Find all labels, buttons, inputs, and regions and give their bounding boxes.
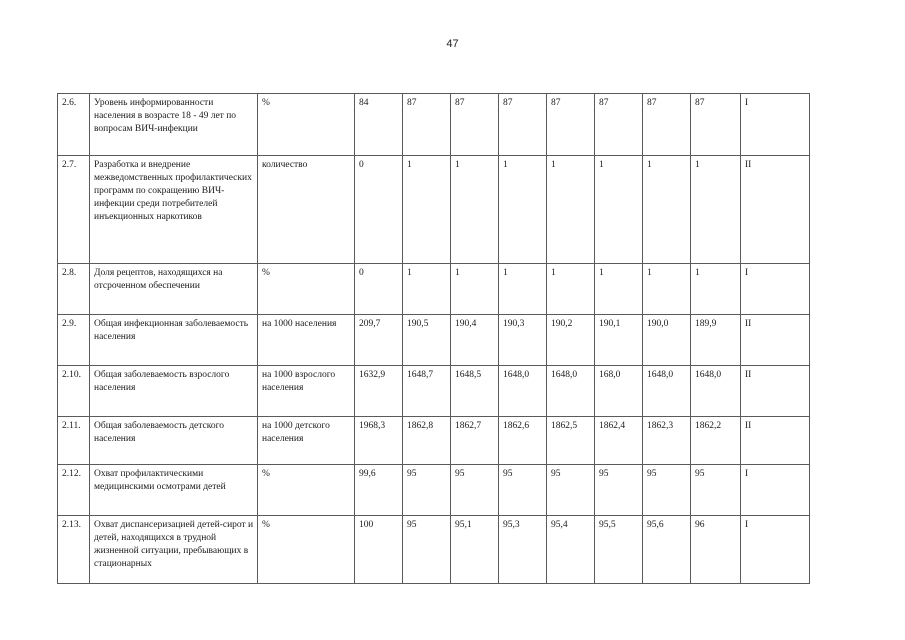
value-cell: 1648,0 — [547, 366, 595, 417]
value-cell: 87 — [547, 94, 595, 156]
value-cell: 1 — [547, 156, 595, 264]
unit-cell: количество — [258, 156, 355, 264]
value-cell: 1862,6 — [499, 417, 547, 465]
unit-cell: % — [258, 94, 355, 156]
value-cell: 190,1 — [595, 315, 643, 366]
value-cell: 168,0 — [595, 366, 643, 417]
value-cell: 96 — [691, 516, 741, 584]
table-row — [58, 366, 810, 417]
unit-cell: на 1000 населения — [258, 315, 355, 366]
table-row — [58, 516, 810, 584]
table-row — [58, 417, 810, 465]
indicators-table — [57, 93, 810, 584]
value-cell: 95,4 — [547, 516, 595, 584]
row-number-cell: 2.7. — [58, 156, 90, 264]
value-cell: 1648,0 — [643, 366, 691, 417]
value-cell: 1862,3 — [643, 417, 691, 465]
indicator-name-cell: Общая заболеваемость детского населения — [90, 417, 258, 465]
value-cell: 1 — [403, 264, 451, 315]
value-cell: 189,9 — [691, 315, 741, 366]
value-cell: 99,6 — [355, 465, 403, 516]
row-number-cell: 2.8. — [58, 264, 90, 315]
value-cell: 95 — [595, 465, 643, 516]
indicator-name-cell: Общая инфекционная заболеваемость населения — [90, 315, 258, 366]
value-cell: 1648,0 — [691, 366, 741, 417]
value-cell: 95 — [643, 465, 691, 516]
unit-cell: на 1000 взрослого населения — [258, 366, 355, 417]
value-cell: 95 — [691, 465, 741, 516]
value-cell: 87 — [595, 94, 643, 156]
unit-cell: % — [258, 465, 355, 516]
indicator-name-cell: Разработка и внедрение межведомственных профилактических программ по сокращению ВИЧ-инфекции среди потребителей инъекционных наркотиков — [90, 156, 258, 264]
value-cell: 209,7 — [355, 315, 403, 366]
level-cell: II — [741, 417, 810, 465]
value-cell: 1 — [691, 156, 741, 264]
level-cell: II — [741, 366, 810, 417]
value-cell: 1 — [595, 156, 643, 264]
table-row — [58, 465, 810, 516]
value-cell: 1 — [499, 264, 547, 315]
value-cell: 1 — [451, 156, 499, 264]
page-number: 47 — [446, 38, 459, 50]
value-cell: 190,2 — [547, 315, 595, 366]
value-cell: 0 — [355, 264, 403, 315]
value-cell: 1648,7 — [403, 366, 451, 417]
value-cell: 95 — [547, 465, 595, 516]
unit-cell: % — [258, 516, 355, 584]
row-number-cell: 2.11. — [58, 417, 90, 465]
value-cell: 95,6 — [643, 516, 691, 584]
value-cell: 95 — [403, 465, 451, 516]
table-row — [58, 156, 810, 264]
value-cell: 1862,8 — [403, 417, 451, 465]
indicator-name-cell: Общая заболеваемость взрослого населения — [90, 366, 258, 417]
value-cell: 1 — [403, 156, 451, 264]
value-cell: 84 — [355, 94, 403, 156]
value-cell: 1 — [643, 156, 691, 264]
value-cell: 95 — [451, 465, 499, 516]
value-cell: 1 — [691, 264, 741, 315]
value-cell: 1 — [451, 264, 499, 315]
value-cell: 0 — [355, 156, 403, 264]
value-cell: 1648,5 — [451, 366, 499, 417]
value-cell: 1632,9 — [355, 366, 403, 417]
value-cell: 95,3 — [499, 516, 547, 584]
value-cell: 87 — [451, 94, 499, 156]
value-cell: 1648,0 — [499, 366, 547, 417]
row-number-cell: 2.10. — [58, 366, 90, 417]
unit-cell: % — [258, 264, 355, 315]
indicator-name-cell: Охват профилактическими медицинскими осмотрами детей — [90, 465, 258, 516]
value-cell: 1862,2 — [691, 417, 741, 465]
value-cell: 190,5 — [403, 315, 451, 366]
unit-cell: на 1000 детского населения — [258, 417, 355, 465]
row-number-cell: 2.6. — [58, 94, 90, 156]
value-cell: 1862,7 — [451, 417, 499, 465]
value-cell: 95,1 — [451, 516, 499, 584]
level-cell: II — [741, 156, 810, 264]
value-cell: 1862,5 — [547, 417, 595, 465]
indicators-table-body — [58, 94, 810, 584]
value-cell: 100 — [355, 516, 403, 584]
value-cell: 1 — [595, 264, 643, 315]
level-cell: I — [741, 516, 810, 584]
value-cell: 1862,4 — [595, 417, 643, 465]
level-cell: II — [741, 315, 810, 366]
table-row — [58, 264, 810, 315]
indicator-name-cell: Уровень информированности населения в возрасте 18 - 49 лет по вопросам ВИЧ-инфекции — [90, 94, 258, 156]
level-cell: I — [741, 264, 810, 315]
value-cell: 1 — [547, 264, 595, 315]
value-cell: 190,4 — [451, 315, 499, 366]
indicator-name-cell: Доля рецептов, находящихся на отсроченном обеспечении — [90, 264, 258, 315]
value-cell: 95,5 — [595, 516, 643, 584]
value-cell: 1968,3 — [355, 417, 403, 465]
table-row — [58, 94, 810, 156]
row-number-cell: 2.12. — [58, 465, 90, 516]
value-cell: 95 — [403, 516, 451, 584]
value-cell: 87 — [403, 94, 451, 156]
row-number-cell: 2.9. — [58, 315, 90, 366]
value-cell: 1 — [643, 264, 691, 315]
value-cell: 1 — [499, 156, 547, 264]
value-cell: 95 — [499, 465, 547, 516]
table-row — [58, 315, 810, 366]
value-cell: 190,0 — [643, 315, 691, 366]
value-cell: 87 — [499, 94, 547, 156]
value-cell: 87 — [691, 94, 741, 156]
level-cell: I — [741, 465, 810, 516]
value-cell: 87 — [643, 94, 691, 156]
row-number-cell: 2.13. — [58, 516, 90, 584]
indicator-name-cell: Охват диспансеризацией детей-сирот и детей, находящихся в трудной жизненной ситуации, пребывающих в стационарных — [90, 516, 258, 584]
level-cell: I — [741, 94, 810, 156]
value-cell: 190,3 — [499, 315, 547, 366]
